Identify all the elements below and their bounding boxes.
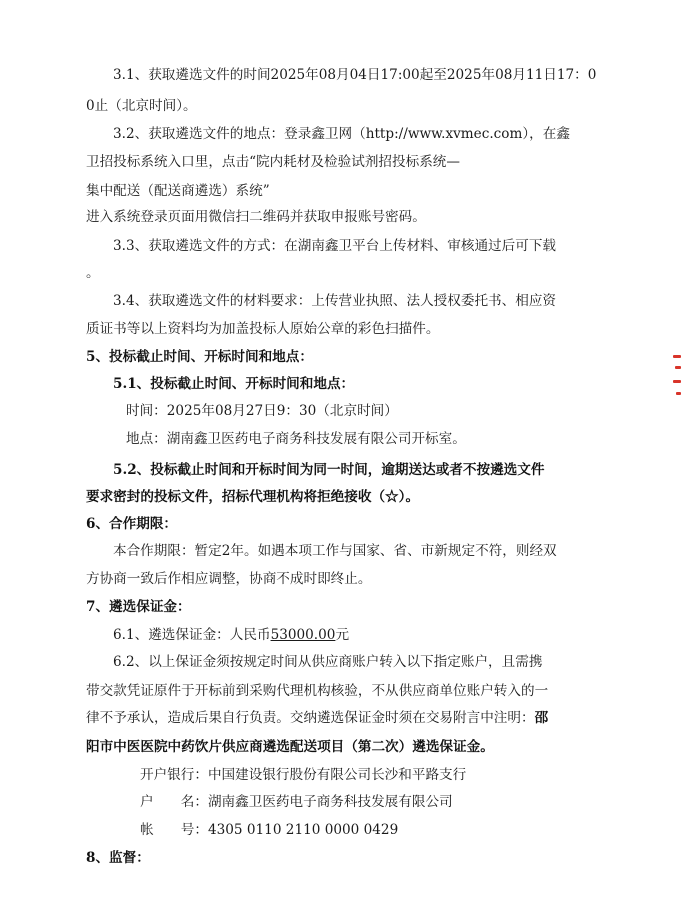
stamp-edge-mark [673, 355, 681, 358]
text-line: 带交款凭证原件于开标前到采购代理机构核验，不从供应商单位账户转入的一 [86, 683, 549, 699]
text-span: 元 [335, 627, 350, 643]
text-span: 6.1、遴选保证金：人民币 [113, 627, 271, 643]
text-line: 卫招投标系统入口里，点击“院内耗材及检验试剂招投标系统— [86, 154, 460, 170]
text-line: 3.2、获取遴选文件的地点：登录鑫卫网（http://www.xvmec.com），在鑫 [113, 126, 570, 142]
stamp-edge-mark [676, 392, 681, 395]
text-line: 要求密封的投标文件，招标代理机构将拒绝接收（☆）。 [86, 489, 420, 505]
text-line: 3.1、获取遴选文件的时间2025年08月04日17:00起至2025年08月11日17：0 [113, 67, 597, 83]
text-line: 进入系统登录页面用微信扫二维码并获取申报账号密码。 [86, 209, 426, 225]
text-line: 5.2、投标截止时间和开标时间为同一时间，逾期送达或者不按遴选文件 [113, 462, 545, 478]
text-line: 方协商一致后作相应调整，协商不成时即终止。 [86, 571, 372, 587]
text-line [113, 625, 349, 645]
text-line: 地点：湖南鑫卫医药电子商务科技发展有限公司开标室。 [126, 431, 466, 447]
text-line: 。 [86, 265, 100, 281]
section-heading: 7、遴选保证金： [86, 599, 191, 615]
section-heading: 6、合作期限： [86, 516, 178, 532]
text-span: 律不予承认，造成后果自行负责。交纳遴选保证金时须在交易附言中注明： [86, 710, 535, 726]
subsection-heading: 5.1、投标截止时间、开标时间和地点： [113, 376, 355, 392]
text-span: 邵 [534, 710, 549, 726]
text-line: 0止（北京时间）。 [86, 98, 197, 114]
deposit-amount: 53000.00 [270, 627, 336, 643]
account-name-line: 户 名：湖南鑫卫医药电子商务科技发展有限公司 [140, 794, 453, 810]
text-line: 质证书等以上资料均为加盖投标人原始公章的彩色扫描件。 [86, 321, 440, 337]
text-line: 阳市中医医院中药饮片供应商遴选配送项目（第二次）遴选保证金。 [86, 739, 494, 755]
account-number-line: 帐 号：4305 0110 2110 0000 0429 [140, 822, 399, 838]
text-line [86, 708, 548, 728]
text-line: 本合作期限：暂定2年。如遇本项工作与国家、省、市新规定不符，则经双 [113, 543, 557, 559]
text-line: 时间：2025年08月27日9：30（北京时间） [126, 403, 398, 419]
section-heading: 8、监督： [86, 850, 150, 866]
text-line: 3.4、获取遴选文件的材料要求：上传营业执照、法人授权委托书、相应资 [113, 293, 557, 309]
text-line: 6.2、以上保证金须按规定时间从供应商账户转入以下指定账户，且需携 [113, 654, 543, 670]
bank-name-line: 开户银行：中国建设银行股份有限公司长沙和平路支行 [140, 767, 467, 783]
text-line: 集中配送（配送商遴选）系统” [86, 183, 270, 199]
stamp-edge-mark [673, 380, 681, 383]
stamp-edge-mark [675, 366, 681, 369]
text-line: 3.3、获取遴选文件的方式：在湖南鑫卫平台上传材料、审核通过后可下载 [113, 238, 557, 254]
section-heading: 5、投标截止时间、开标时间和地点： [86, 349, 313, 365]
